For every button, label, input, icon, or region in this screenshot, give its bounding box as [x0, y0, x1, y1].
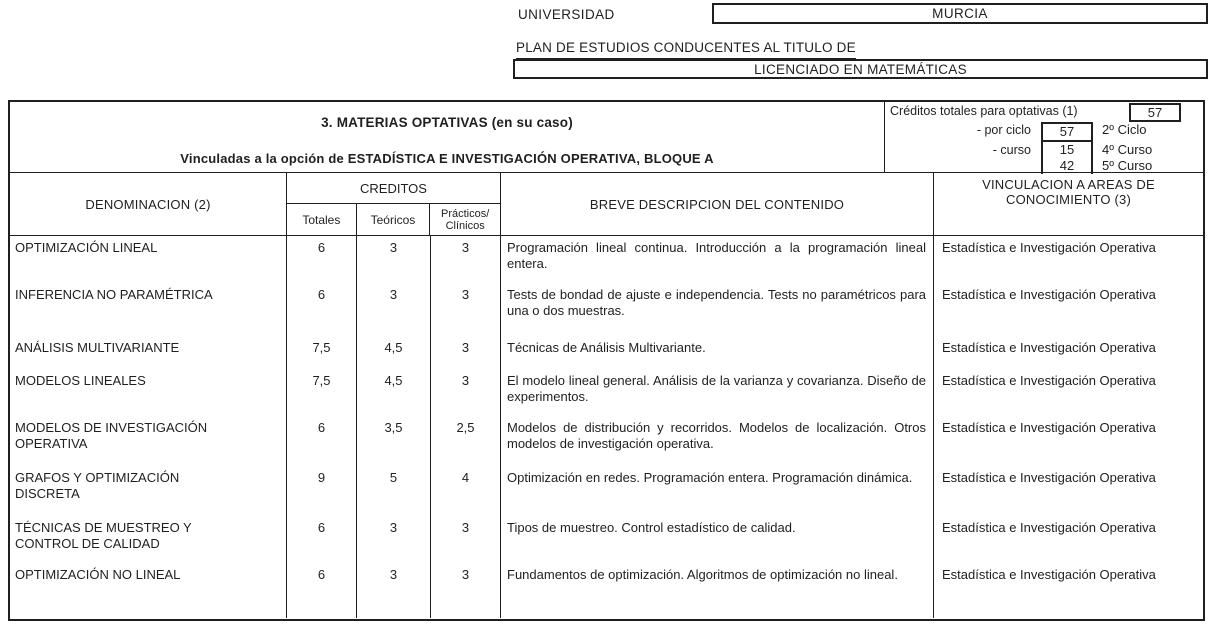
subject-description: Modelos de distribución y recorridos. Modelos de localización. Otros modelos de investigación operativa.	[501, 416, 934, 466]
subject-description: Tipos de muestreo. Control estadístico de calidad.	[501, 516, 934, 563]
header-creditos-group	[287, 173, 501, 235]
credits-totales: 6	[287, 563, 357, 618]
table-row	[10, 516, 1203, 563]
subject-name: ANÁLISIS MULTIVARIANTE	[10, 336, 287, 369]
degree-name-box	[513, 59, 1208, 79]
section-subtitle: Vinculadas a la opción de ESTADÍSTICA E INVESTIGACIÓN OPERATIVA, BLOQUE A	[180, 151, 714, 166]
credits-row-label: - curso	[992, 143, 1031, 157]
subject-name: TÉCNICAS DE MUESTREO Y CONTROL DE CALIDAD	[10, 516, 287, 563]
header-vinculacion	[934, 173, 1203, 235]
credits-practicos: 2,5	[431, 416, 501, 466]
subject-area: Estadística e Investigación Operativa	[942, 420, 1156, 435]
credits-practicos: 3	[431, 236, 501, 283]
credits-totales: 6	[287, 283, 357, 336]
credits-practicos: 3	[431, 516, 501, 563]
subject-description: Tests de bondad de ajuste e independencia. Tests no paramétricos para una o dos muestras.	[501, 283, 934, 336]
credits-teoricos: 3	[357, 236, 431, 283]
plan-title: PLAN DE ESTUDIOS CONDUCENTES AL TITULO DE	[516, 40, 856, 59]
subject-description: El modelo lineal general. Análisis de la varianza y covarianza. Diseño de experimentos.	[501, 369, 934, 416]
credits-totales: 6	[287, 516, 357, 563]
credits-teoricos: 3	[357, 283, 431, 336]
subject-description: Técnicas de Análisis Multivariante.	[501, 336, 934, 369]
credits-practicos: 4	[431, 466, 501, 516]
table-row	[10, 369, 1203, 416]
subject-area: Estadística e Investigación Operativa	[942, 287, 1156, 302]
credits-teoricos: 3	[357, 516, 431, 563]
header-creditos: CREDITOS	[287, 173, 500, 204]
credits-total-value: 57	[1129, 103, 1181, 122]
credits-row-name: 5º Curso	[1102, 158, 1153, 173]
credits-row-value: 42	[1041, 158, 1093, 174]
credits-breakdown	[885, 122, 1203, 174]
credits-practicos: 3	[431, 283, 501, 336]
subject-name: MODELOS DE INVESTIGACIÓN OPERATIVA	[10, 416, 287, 466]
table-row	[10, 466, 1203, 516]
degree-name: LICENCIADO EN MATEMÁTICAS	[754, 61, 967, 77]
subject-area: Estadística e Investigación Operativa	[942, 520, 1156, 535]
table-row	[10, 283, 1203, 336]
credits-practicos: 3	[431, 336, 501, 369]
table-row	[10, 416, 1203, 466]
subject-description: Fundamentos de optimización. Algoritmos de optimización no lineal.	[501, 563, 934, 618]
subject-name: OPTIMIZACIÓN LINEAL	[10, 236, 287, 283]
table-row	[10, 236, 1203, 283]
table-header-row	[10, 173, 1203, 236]
section-title: 3. MATERIAS OPTATIVAS (en su caso)	[321, 115, 573, 130]
credits-totales: 7,5	[287, 336, 357, 369]
subject-name: MODELOS LINEALES	[10, 369, 287, 416]
header-totales: Totales	[287, 204, 357, 235]
subject-description: Programación lineal continua. Introducción a la programación lineal entera.	[501, 236, 934, 283]
credits-total-label: Créditos totales para optativas (1)	[890, 104, 1078, 118]
table-row	[10, 336, 1203, 369]
credits-teoricos: 4,5	[357, 336, 431, 369]
header-descripcion: BREVE DESCRIPCION DEL CONTENIDO	[501, 173, 934, 235]
credits-practicos: 3	[431, 563, 501, 618]
table-title-band	[10, 102, 1203, 173]
university-name: MURCIA	[932, 6, 988, 21]
subject-area: Estadística e Investigación Operativa	[942, 567, 1156, 582]
credits-teoricos: 3	[357, 563, 431, 618]
credits-row-value: 57	[1041, 122, 1093, 142]
header-practicos-clinicos: Prácticos/ Clínicos	[441, 207, 490, 232]
credits-summary-box	[885, 102, 1203, 172]
credits-total-row	[885, 102, 1203, 122]
subject-name: GRAFOS Y OPTIMIZACIÓN DISCRETA	[10, 466, 287, 516]
header-creditos-subcolumns	[287, 204, 500, 235]
section-title-cell	[10, 102, 885, 172]
table-body	[10, 236, 1203, 619]
table-row	[10, 563, 1203, 618]
subject-name: OPTIMIZACIÓN NO LINEAL	[10, 563, 287, 618]
credits-row-value: 15	[1041, 142, 1093, 158]
subject-description: Optimización en redes. Programación entera. Programación dinámica.	[501, 466, 934, 516]
credits-totales: 6	[287, 416, 357, 466]
subject-area: Estadística e Investigación Operativa	[942, 340, 1156, 355]
optional-subjects-table	[8, 100, 1205, 621]
credits-totales: 7,5	[287, 369, 357, 416]
credits-totales: 6	[287, 236, 357, 283]
credits-teoricos: 3,5	[357, 416, 431, 466]
credits-teoricos: 5	[357, 466, 431, 516]
credits-teoricos: 4,5	[357, 369, 431, 416]
credits-practicos: 3	[431, 369, 501, 416]
subject-area: Estadística e Investigación Operativa	[942, 240, 1156, 255]
subject-name: INFERENCIA NO PARAMÉTRICA	[10, 283, 287, 336]
credits-row-label: - por ciclo	[976, 123, 1031, 137]
header-vinculacion-text: VINCULACION A AREAS DE CONOCIMIENTO (3)	[982, 177, 1155, 207]
credits-row-name: 2º Ciclo	[1102, 122, 1147, 137]
university-name-box	[712, 3, 1208, 24]
header-teoricos: Teóricos	[357, 204, 431, 235]
credits-row-name: 4º Curso	[1102, 142, 1153, 157]
header-denominacion: DENOMINACION (2)	[10, 173, 287, 235]
subject-area: Estadística e Investigación Operativa	[942, 470, 1156, 485]
university-label: UNIVERSIDAD	[518, 7, 615, 22]
credits-row-label	[885, 158, 1041, 174]
subject-area: Estadística e Investigación Operativa	[942, 373, 1156, 388]
credits-totales: 9	[287, 466, 357, 516]
